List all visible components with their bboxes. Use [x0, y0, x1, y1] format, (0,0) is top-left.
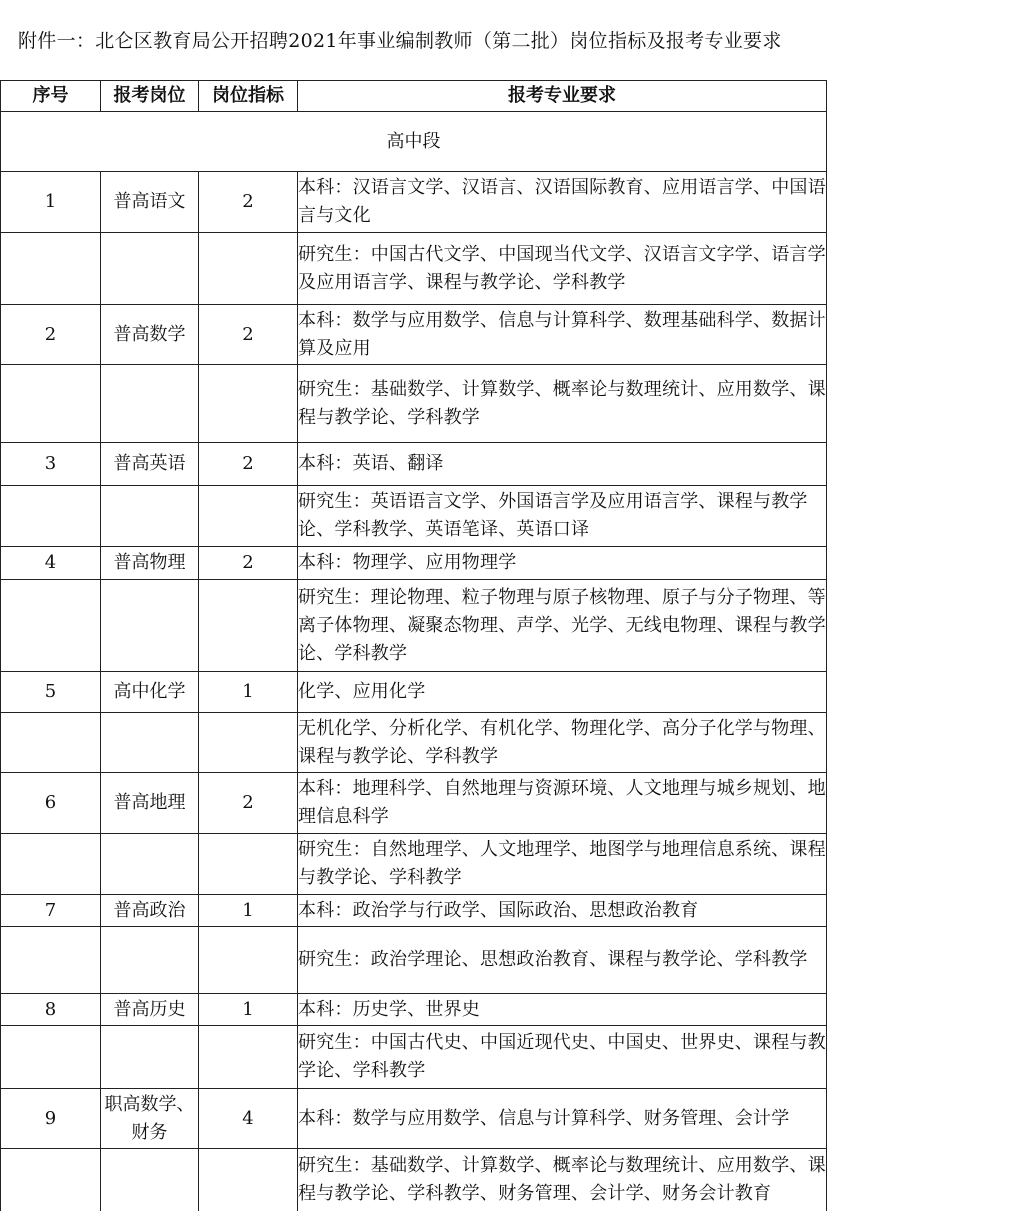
cell-requirement: 本科：数学与应用数学、信息与计算科学、数理基础科学、数据计算及应用: [298, 305, 827, 365]
cell-requirement: 研究生：理论物理、粒子物理与原子核物理、原子与分子物理、等离子体物理、凝聚态物理、声学、光学、无线电物理、课程与教学论、学科教学: [298, 580, 827, 672]
cell-quota: [199, 365, 298, 443]
cell-seq: [1, 580, 101, 672]
cell-quota: [199, 233, 298, 305]
section-row: [1, 112, 827, 172]
cell-quota: 2: [199, 305, 298, 365]
cell-seq: [1, 1026, 101, 1089]
cell-quota: [199, 927, 298, 994]
cell-post: [101, 486, 199, 547]
cell-seq: 8: [1, 994, 101, 1026]
cell-quota: 1: [199, 994, 298, 1026]
cell-post: 职高数学、财务: [101, 1089, 199, 1149]
cell-requirement: 本科：英语、翻译: [298, 443, 827, 486]
cell-requirement: 化学、应用化学: [298, 672, 827, 713]
cell-post: 普高语文: [101, 172, 199, 233]
requirements-table: [0, 80, 827, 1211]
table-row: [1, 305, 827, 365]
cell-requirement: 研究生：基础数学、计算数学、概率论与数理统计、应用数学、课程与教学论、学科教学: [298, 365, 827, 443]
table-row: [1, 443, 827, 486]
cell-quota: 4: [199, 1089, 298, 1149]
table-row: [1, 773, 827, 834]
cell-requirement: 研究生：英语语言文学、外国语言学及应用语言学、课程与教学论、学科教学、英语笔译、英语口译: [298, 486, 827, 547]
cell-requirement: 研究生：政治学理论、思想政治教育、课程与教学论、学科教学: [298, 927, 827, 994]
table-row: [1, 172, 827, 233]
cell-seq: [1, 834, 101, 895]
table-row: [1, 580, 827, 672]
table-row: [1, 834, 827, 895]
cell-seq: [1, 365, 101, 443]
section-title: 高中段: [1, 112, 827, 172]
cell-seq: 6: [1, 773, 101, 834]
cell-seq: 2: [1, 305, 101, 365]
cell-requirement: 本科：政治学与行政学、国际政治、思想政治教育: [298, 895, 827, 927]
cell-requirement: 研究生：基础数学、计算数学、概率论与数理统计、应用数学、课程与教学论、学科教学、财务管理、会计学、财务会计教育: [298, 1149, 827, 1211]
cell-post: 普高英语: [101, 443, 199, 486]
cell-post: [101, 233, 199, 305]
table-row: [1, 1089, 827, 1149]
cell-quota: 1: [199, 672, 298, 713]
cell-post: [101, 713, 199, 773]
cell-seq: 7: [1, 895, 101, 927]
cell-quota: [199, 580, 298, 672]
cell-quota: [199, 486, 298, 547]
table-row: [1, 1026, 827, 1089]
cell-seq: [1, 1149, 101, 1211]
table-row: [1, 895, 827, 927]
cell-seq: 9: [1, 1089, 101, 1149]
cell-post: 高中化学: [101, 672, 199, 713]
cell-quota: [199, 1026, 298, 1089]
cell-post: [101, 580, 199, 672]
cell-requirement: 研究生：中国古代史、中国近现代史、中国史、世界史、课程与教学论、学科教学: [298, 1026, 827, 1089]
cell-post: [101, 1149, 199, 1211]
cell-post: [101, 365, 199, 443]
cell-quota: 2: [199, 443, 298, 486]
cell-requirement: 无机化学、分析化学、有机化学、物理化学、高分子化学与物理、课程与教学论、学科教学: [298, 713, 827, 773]
table-row: [1, 365, 827, 443]
cell-requirement: 研究生：中国古代文学、中国现当代文学、汉语言文字学、语言学及应用语言学、课程与教学论、学科教学: [298, 233, 827, 305]
cell-seq: 1: [1, 172, 101, 233]
cell-quota: 2: [199, 773, 298, 834]
cell-quota: [199, 1149, 298, 1211]
cell-post: [101, 834, 199, 895]
cell-seq: [1, 486, 101, 547]
cell-requirement: 本科：物理学、应用物理学: [298, 547, 827, 580]
header-row: [1, 81, 827, 112]
cell-seq: [1, 927, 101, 994]
cell-requirement: 本科：历史学、世界史: [298, 994, 827, 1026]
cell-quota: [199, 713, 298, 773]
cell-post: 普高政治: [101, 895, 199, 927]
header-post: 报考岗位: [101, 81, 199, 112]
table-row: [1, 547, 827, 580]
cell-requirement: 本科：汉语言文学、汉语言、汉语国际教育、应用语言学、中国语言与文化: [298, 172, 827, 233]
document-title: 附件一：北仑区教育局公开招聘2021年事业编制教师（第二批）岗位指标及报考专业要求: [18, 30, 782, 52]
cell-requirement: 本科：地理科学、自然地理与资源环境、人文地理与城乡规划、地理信息科学: [298, 773, 827, 834]
cell-post: 普高物理: [101, 547, 199, 580]
cell-seq: [1, 713, 101, 773]
cell-seq: 3: [1, 443, 101, 486]
table-row: [1, 994, 827, 1026]
cell-quota: [199, 834, 298, 895]
header-seq: 序号: [1, 81, 101, 112]
cell-seq: 5: [1, 672, 101, 713]
table-row: [1, 927, 827, 994]
cell-post: 普高地理: [101, 773, 199, 834]
cell-post: [101, 927, 199, 994]
cell-post: 普高数学: [101, 305, 199, 365]
cell-requirement: 研究生：自然地理学、人文地理学、地图学与地理信息系统、课程与教学论、学科教学: [298, 834, 827, 895]
cell-seq: 4: [1, 547, 101, 580]
cell-seq: [1, 233, 101, 305]
cell-quota: 2: [199, 547, 298, 580]
cell-post: 普高历史: [101, 994, 199, 1026]
table-row: [1, 672, 827, 713]
table-row: [1, 713, 827, 773]
header-quota: 岗位指标: [199, 81, 298, 112]
table-row: [1, 1149, 827, 1211]
cell-requirement: 本科：数学与应用数学、信息与计算科学、财务管理、会计学: [298, 1089, 827, 1149]
cell-post: [101, 1026, 199, 1089]
cell-quota: 2: [199, 172, 298, 233]
cell-quota: 1: [199, 895, 298, 927]
table-row: [1, 233, 827, 305]
table-row: [1, 486, 827, 547]
header-requirement: 报考专业要求: [298, 81, 827, 112]
